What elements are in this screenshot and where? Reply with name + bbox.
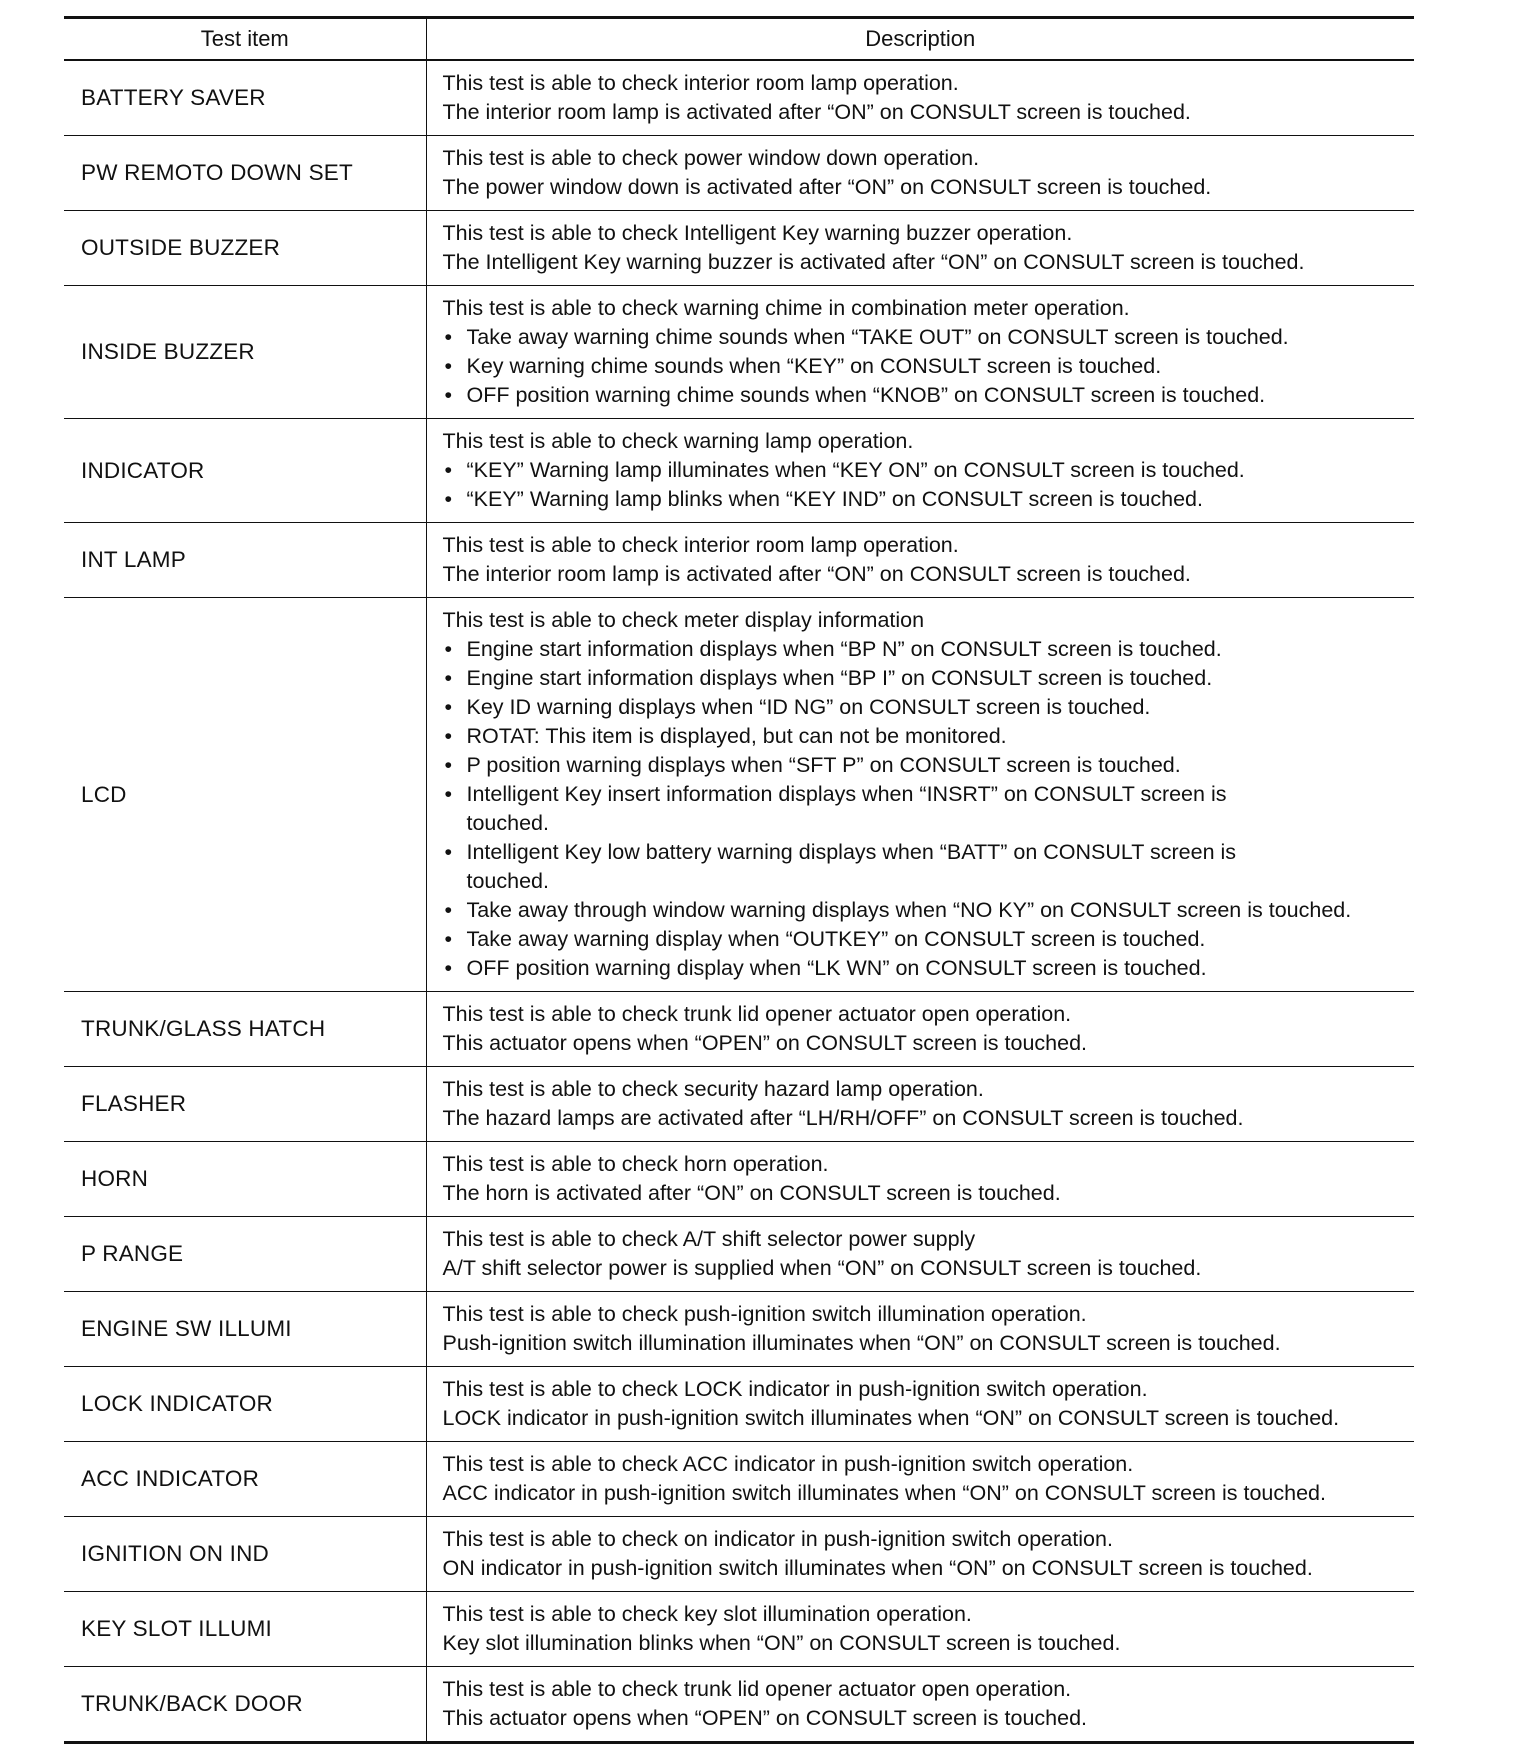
table-body — [64, 60, 1414, 1743]
description-bullet: • Intelligent Key low battery warning displays when “BATT” on CONSULT screen is touched. — [443, 838, 1257, 896]
table-header-row — [64, 18, 1414, 61]
test-item-flasher: FLASHER — [64, 1067, 426, 1142]
description-intro: This test is able to check warning lamp operation. — [442, 429, 914, 453]
table-row — [64, 1442, 1414, 1517]
test-item-lock-indicator: LOCK INDICATOR — [64, 1367, 426, 1442]
description-cell — [426, 992, 1414, 1067]
description-intro: This test is able to check ACC indicator in push-ignition switch operation. — [442, 1452, 1134, 1476]
description-line: The interior room lamp is activated after “ON” on CONSULT screen is touched. — [442, 100, 1191, 124]
description-intro: This test is able to check A/T shift selector power supply — [442, 1227, 976, 1251]
description-cell — [426, 1217, 1414, 1292]
description-intro: This test is able to check on indicator in push-ignition switch operation. — [442, 1527, 1113, 1551]
table-row — [64, 286, 1414, 419]
description-line: Key slot illumination blinks when “ON” on CONSULT screen is touched. — [442, 1631, 1121, 1655]
test-item-table-container — [64, 16, 1414, 1744]
description-line: Push-ignition switch illumination illuminates when “ON” on CONSULT screen is touched. — [442, 1331, 1281, 1355]
description-cell — [426, 1292, 1414, 1367]
description-intro: This test is able to check trunk lid opener actuator open operation. — [442, 1002, 1072, 1026]
description-cell — [426, 1517, 1414, 1592]
test-item-engine-sw-illumi: ENGINE SW ILLUMI — [64, 1292, 426, 1367]
description-line: This actuator opens when “OPEN” on CONSULT screen is touched. — [442, 1706, 1087, 1730]
table-row — [64, 1067, 1414, 1142]
description-cell — [426, 419, 1414, 523]
table-row — [64, 1367, 1414, 1442]
description-bullet: • Key ID warning displays when “ID NG” on CONSULT screen is touched. — [443, 693, 1407, 722]
description-bullet: • Take away warning display when “OUTKEY” on CONSULT screen is touched. — [443, 925, 1407, 954]
description-intro: This test is able to check security hazard lamp operation. — [442, 1077, 984, 1101]
description-intro: This test is able to check interior room lamp operation. — [442, 71, 959, 95]
table-row — [64, 992, 1414, 1067]
test-item-outside-buzzer: OUTSIDE BUZZER — [64, 211, 426, 286]
table-header — [64, 18, 1414, 61]
description-cell — [426, 60, 1414, 136]
test-item-trunk-back-door: TRUNK/BACK DOOR — [64, 1667, 426, 1743]
description-cell — [426, 598, 1414, 992]
description-bullet: • ROTAT: This item is displayed, but can not be monitored. — [443, 722, 1407, 751]
table-row — [64, 1592, 1414, 1667]
description-bullet: • OFF position warning display when “LK WN” on CONSULT screen is touched. — [443, 954, 1407, 983]
test-item-key-slot-illumi: KEY SLOT ILLUMI — [64, 1592, 426, 1667]
description-line: The horn is activated after “ON” on CONSULT screen is touched. — [442, 1181, 1061, 1205]
table-row — [64, 60, 1414, 136]
header-description: Description — [865, 26, 976, 51]
test-item-p-range: P RANGE — [64, 1217, 426, 1292]
table-row — [64, 1142, 1414, 1217]
description-intro: This test is able to check interior room lamp operation. — [442, 533, 959, 557]
description-intro: This test is able to check power window down operation. — [442, 146, 980, 170]
description-line: ON indicator in push-ignition switch illuminates when “ON” on CONSULT screen is touched. — [442, 1556, 1313, 1580]
header-test-item: Test item — [64, 18, 426, 61]
description-cell — [426, 211, 1414, 286]
test-item-lcd: LCD — [64, 598, 426, 992]
test-item-indicator: INDICATOR — [64, 419, 426, 523]
description-line: The Intelligent Key warning buzzer is activated after “ON” on CONSULT screen is touched. — [442, 250, 1305, 274]
description-bullet: • Engine start information displays when “BP I” on CONSULT screen is touched. — [443, 664, 1407, 693]
description-cell — [426, 136, 1414, 211]
description-bullet: • “KEY” Warning lamp blinks when “KEY IND” on CONSULT screen is touched. — [443, 485, 1407, 514]
test-item-inside-buzzer: INSIDE BUZZER — [64, 286, 426, 419]
description-bullet: • Intelligent Key insert information displays when “INSRT” on CONSULT screen is touched. — [443, 780, 1257, 838]
description-bullet: • Take away warning chime sounds when “TAKE OUT” on CONSULT screen is touched. — [443, 323, 1407, 352]
test-item-trunk-glass-hatch: TRUNK/GLASS HATCH — [64, 992, 426, 1067]
table-row — [64, 136, 1414, 211]
description-bullet: • Key warning chime sounds when “KEY” on CONSULT screen is touched. — [443, 352, 1407, 381]
test-item-pw-remoto-down-set: PW REMOTO DOWN SET — [64, 136, 426, 211]
description-bullet: • Engine start information displays when “BP N” on CONSULT screen is touched. — [443, 635, 1407, 664]
description-line: LOCK indicator in push-ignition switch illuminates when “ON” on CONSULT screen is touched. — [442, 1406, 1340, 1430]
description-intro: This test is able to check key slot illumination operation. — [442, 1602, 972, 1626]
description-line: The hazard lamps are activated after “LH/RH/OFF” on CONSULT screen is touched. — [442, 1106, 1244, 1130]
description-cell — [426, 523, 1414, 598]
description-line: ACC indicator in push-ignition switch illuminates when “ON” on CONSULT screen is touched. — [442, 1481, 1326, 1505]
table-row — [64, 523, 1414, 598]
description-cell — [426, 1367, 1414, 1442]
test-item-battery-saver: BATTERY SAVER — [64, 60, 426, 136]
description-line: This actuator opens when “OPEN” on CONSULT screen is touched. — [442, 1031, 1087, 1055]
description-bullet: • Take away through window warning displays when “NO KY” on CONSULT screen is touched. — [443, 896, 1407, 925]
description-bullet: • OFF position warning chime sounds when “KNOB” on CONSULT screen is touched. — [443, 381, 1407, 410]
test-item-table — [64, 16, 1414, 1744]
test-item-ignition-on-ind: IGNITION ON IND — [64, 1517, 426, 1592]
description-bullet: • “KEY” Warning lamp illuminates when “KEY ON” on CONSULT screen is touched. — [443, 456, 1407, 485]
description-bullet: • P position warning displays when “SFT P” on CONSULT screen is touched. — [443, 751, 1407, 780]
description-intro: This test is able to check warning chime in combination meter operation. — [442, 296, 1130, 320]
description-cell — [426, 1667, 1414, 1743]
description-intro: This test is able to check Intelligent Key warning buzzer operation. — [442, 221, 1073, 245]
table-row — [64, 211, 1414, 286]
test-item-acc-indicator: ACC INDICATOR — [64, 1442, 426, 1517]
description-cell — [426, 1067, 1414, 1142]
description-cell — [426, 286, 1414, 419]
table-row — [64, 1517, 1414, 1592]
description-intro: This test is able to check push-ignition switch illumination operation. — [442, 1302, 1087, 1326]
description-intro: This test is able to check LOCK indicator in push-ignition switch operation. — [442, 1377, 1148, 1401]
table-row — [64, 1292, 1414, 1367]
table-row — [64, 1667, 1414, 1743]
description-line: The power window down is activated after “ON” on CONSULT screen is touched. — [442, 175, 1212, 199]
description-intro: This test is able to check horn operation. — [442, 1152, 829, 1176]
description-cell — [426, 1592, 1414, 1667]
test-item-horn: HORN — [64, 1142, 426, 1217]
description-intro: This test is able to check meter display information — [442, 608, 925, 632]
description-line: A/T shift selector power is supplied when “ON” on CONSULT screen is touched. — [442, 1256, 1202, 1280]
description-cell — [426, 1142, 1414, 1217]
description-intro: This test is able to check trunk lid opener actuator open operation. — [442, 1677, 1072, 1701]
table-row — [64, 1217, 1414, 1292]
description-line: The interior room lamp is activated after “ON” on CONSULT screen is touched. — [442, 562, 1191, 586]
table-row — [64, 598, 1414, 992]
test-item-int-lamp: INT LAMP — [64, 523, 426, 598]
table-row — [64, 419, 1414, 523]
description-cell — [426, 1442, 1414, 1517]
